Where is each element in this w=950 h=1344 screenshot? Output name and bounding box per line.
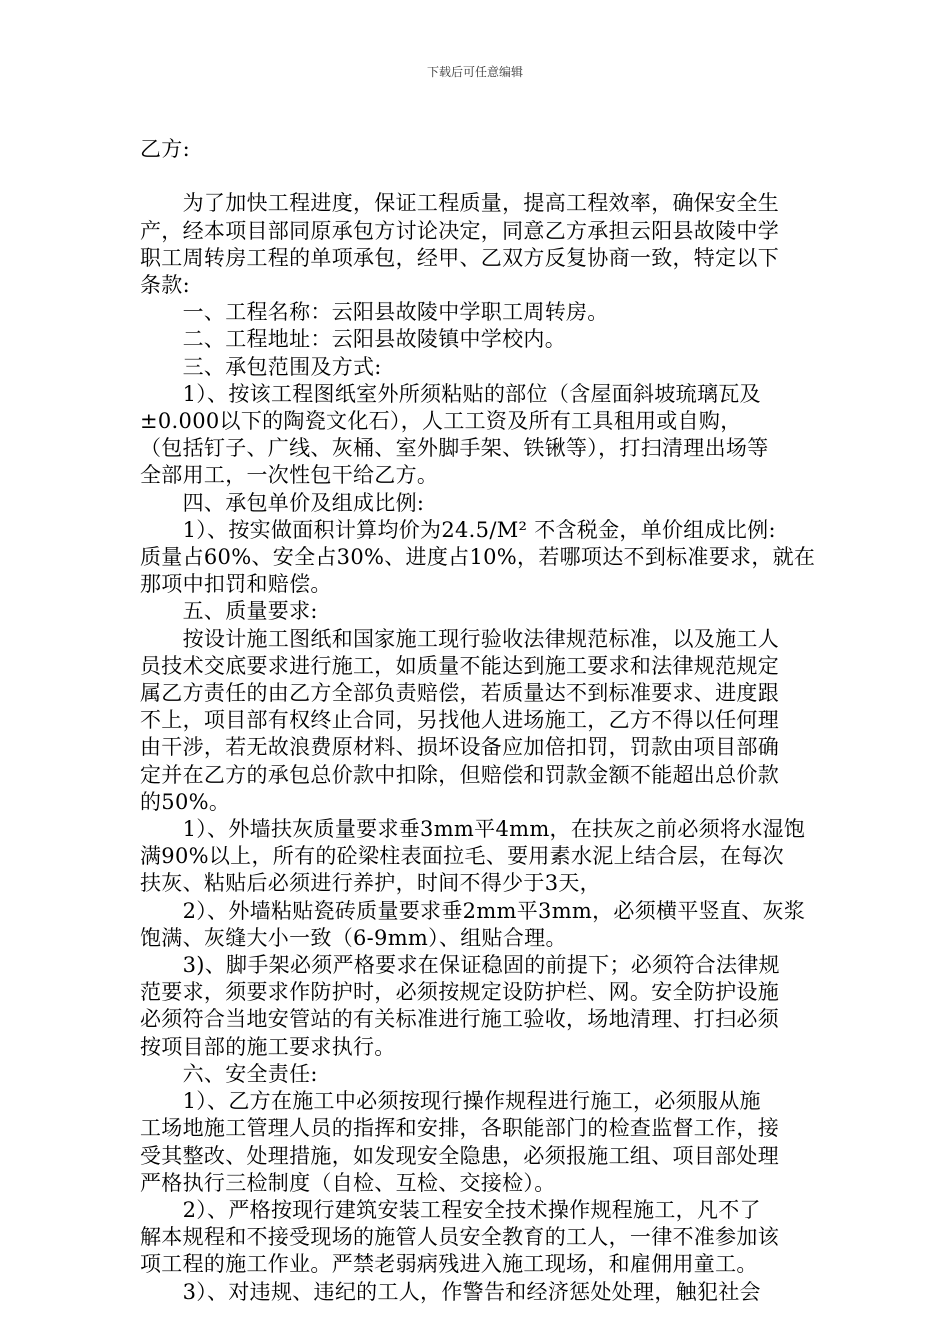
text-line: 那项中扣罚和赔偿。 (140, 572, 332, 597)
text-line: 3）、对违规、违纪的工人，作警告和经济惩处处理，触犯社会 (140, 1279, 761, 1304)
page-header: 下载后可任意编辑 (426, 65, 523, 79)
text-line: 产，经本项目部同原承包方讨论决定，同意乙方承担云阳县故陵中学 (140, 218, 779, 243)
text-line: 扶灰、粘贴后必须进行养护，时间不得少于3天， (140, 871, 601, 896)
text-line: 项工程的施工作业。严禁老弱病残进入施工现场，和雇佣用童工。 (140, 1252, 758, 1277)
text-line: 1）、外墙扶灰质量要求垂3mm平4mm，在扶灰之前必须将水湿饱 (140, 817, 806, 842)
text-line: 为了加快工程进度，保证工程质量，提高工程效率，确保安全生 (140, 191, 779, 216)
text-line: 按项目部的施工要求执行。 (140, 1034, 396, 1059)
text-line: 条款: (140, 273, 190, 297)
text-line: 乙方: (140, 137, 190, 161)
text-line: 2）、外墙粘贴瓷砖质量要求垂2mm平3mm，必须横平竖直、灰浆 (140, 898, 806, 923)
text-line: 3)、脚手架必须严格要求在保证稳固的前提下；必须符合法律规 (140, 953, 780, 978)
text-line: 一、工程名称：云阳县故陵中学职工周转房。 (140, 300, 609, 325)
text-line: 1）、乙方在施工中必须按现行操作规程进行施工，必须服从施 (140, 1089, 761, 1114)
text-line: 解本规程和不接受现场的施管人员安全教育的工人，一律不准参加该 (140, 1225, 779, 1250)
text-line: 必须符合当地安管站的有关标准进行施工验收，场地清理、打扫必须 (140, 1007, 779, 1032)
text-line: 员技术交底要求进行施工，如质量不能达到施工要求和法律规范规定 (140, 653, 779, 678)
text-line: 2）、严格按现行建筑安装工程安全技术操作规程施工，凡不了 (140, 1197, 761, 1222)
text-line: ±0.000以下的陶瓷文化石），人工工资及所有工具租用或自购， (140, 409, 742, 434)
text-line: 属乙方责任的由乙方全部负责赔偿，若质量达不到标准要求、进度跟 (140, 681, 779, 706)
text-line: 1）、按实做面积计算均价为24.5/M² 不含税金，单价组成比例: (140, 517, 776, 542)
text-line: 严格执行三检制度（自检、互检、交接检）。 (140, 1170, 556, 1195)
text-line: 范要求，须要求作防护时，必须按规定设防护栏、网。安全防护设施 (140, 980, 779, 1005)
text-line: 1）、按该工程图纸室外所须粘贴的部位（含屋面斜坡琉璃瓦及 (140, 381, 761, 406)
text-line: 工场地施工管理人员的指挥和安排，各职能部门的检查监督工作，接 (140, 1116, 779, 1141)
text-line: （包括钉子、广线、灰桶、室外脚手架、铁锹等），打扫清理出场等 (140, 436, 769, 461)
text-line: 四、承包单价及组成比例: (140, 490, 425, 515)
text-line: 定并在乙方的承包总价款中扣除，但赔偿和罚款金额不能超出总价款 (140, 762, 779, 787)
text-line: 按设计施工图纸和国家施工现行验收法律规范标准，以及施工人 (140, 626, 779, 651)
text-line: 五、质量要求: (140, 599, 318, 624)
text-line: 受其整改、处理措施，如发现安全隐患，必须报施工组、项目部处理 (140, 1143, 779, 1168)
text-line: 的50%。 (140, 789, 231, 814)
text-line: 由干涉，若无故浪费原材料、损坏设备应加倍扣罚，罚款由项目部确 (140, 735, 779, 760)
text-line: 二、工程地址：云阳县故陵镇中学校内。 (140, 327, 566, 352)
text-line: 满90%以上，所有的砼梁柱表面拉毛、要用素水泥上结合层，在每次 (140, 844, 784, 869)
text-line: 不上，项目部有权终止合同，另找他人进场施工，乙方不得以任何理 (140, 708, 779, 733)
text-line: 六、安全责任: (140, 1061, 318, 1086)
text-line (140, 163, 860, 190)
text-line: 职工周转房工程的单项承包，经甲、乙双方反复协商一致，特定以下 (140, 245, 779, 270)
text-line: 三、承包范围及方式: (140, 354, 382, 379)
text-line: 饱满、灰缝大小一致（6-9mm）、组贴合理。 (140, 925, 567, 950)
text-line: 质量占60%、安全占30%、进度占10%，若哪项达不到标准要求，就在 (140, 545, 816, 570)
text-line: 全部用工，一次性包干给乙方。 (140, 463, 439, 488)
document-body (140, 136, 860, 1306)
